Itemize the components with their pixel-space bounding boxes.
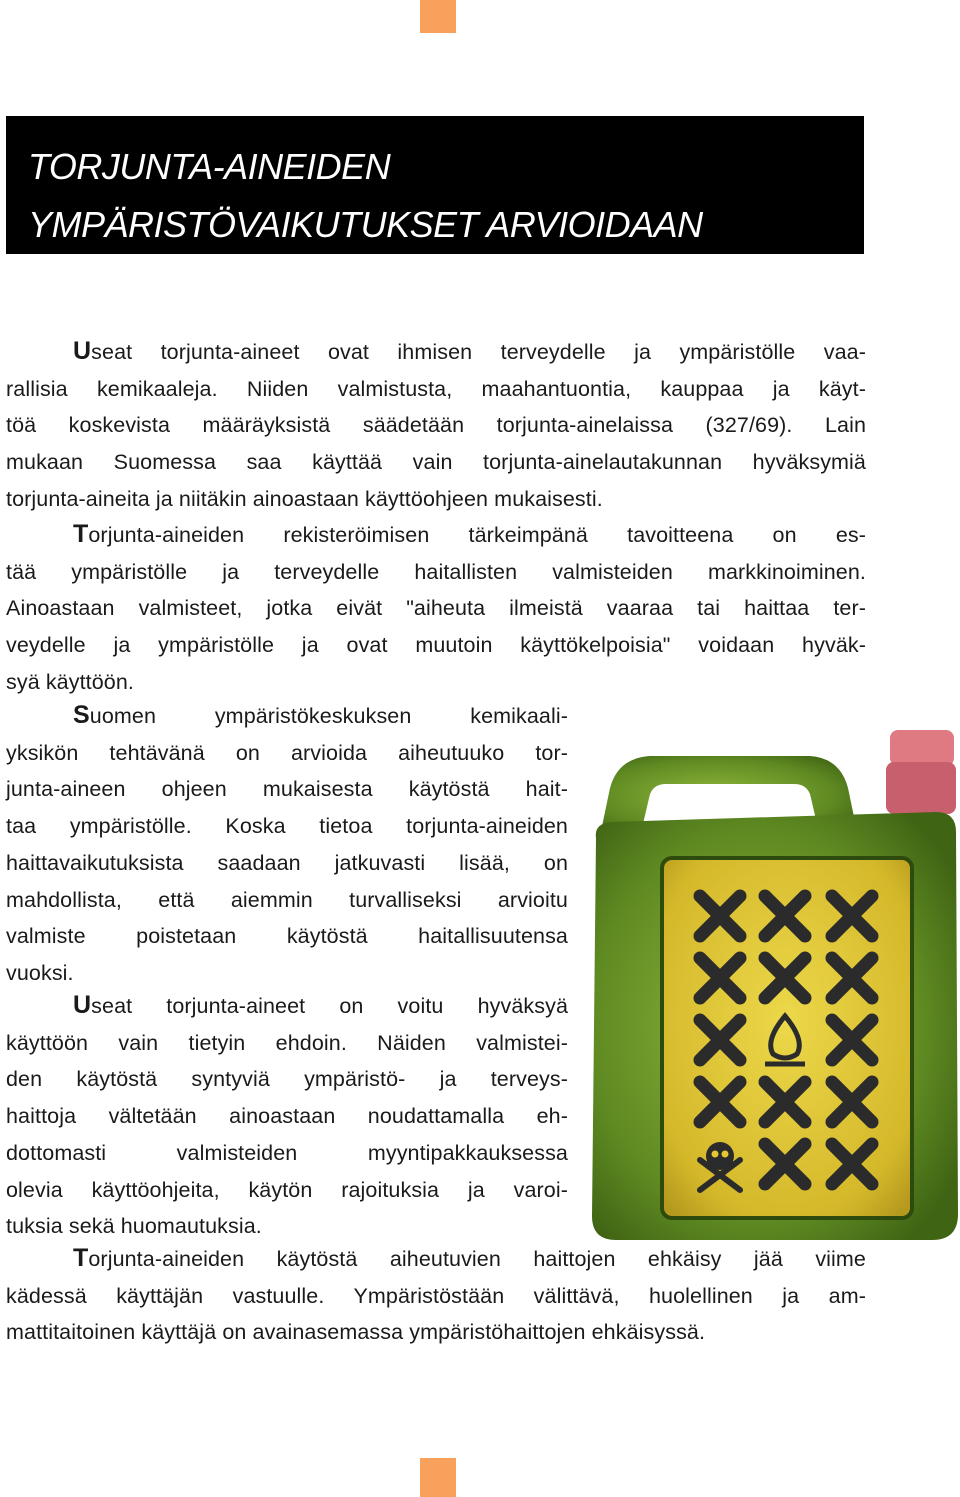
paragraph-line: mahdollista, että aiemmin turvalliseksi arvioitu [6,887,568,912]
paragraph-line: mukaan Suomessa saa käyttää vain torjunta-ainelautakunnan hyväksymiä [6,450,866,475]
paragraph-5 [6,1240,866,1351]
paragraph-line: yksikön tehtävänä on arvioida aiheutuuko tor- [6,740,568,765]
drop-cap: S [73,701,90,729]
drop-cap: U [73,991,92,1019]
paragraph-line: haittoja vältetään ainoastaan noudattamalla eh- [6,1104,568,1129]
page-corner-marker-top [420,0,456,33]
paragraph-line: Ainoastaan valmisteet, jotka eivät "aiheuta ilmeistä vaaraa tai haittaa ter- [6,596,866,621]
paragraph-3 [6,697,568,992]
paragraph-line: kädessä käyttäjän vastuulle. Ympäristöstään välittävä, huolellinen ja am- [6,1283,866,1308]
paragraph-line: dottomasti valmisteiden myyntipakkauksessa [6,1140,568,1165]
drop-cap: U [73,337,92,365]
canister-icon [590,728,960,1244]
paragraph-4 [6,987,568,1245]
paragraph-line: tuksia sekä huomautuksia. [6,1214,262,1239]
title-line-1: TORJUNTA-AINEIDEN [28,146,391,187]
paragraph-line: käyttöön vain tietyin ehdoin. Näiden valmistei- [6,1030,568,1055]
paragraph-line: Useat torjunta-aineet on voitu hyväksyä [73,991,568,1019]
title-banner [6,116,864,254]
paragraph-line: taa ympäristölle. Koska tietoa torjunta-aineiden [6,814,568,839]
cap-top [890,730,954,766]
paragraph-line: vuoksi. [6,960,74,985]
paragraph-line: valmiste poistetaan käytöstä haitallisuutensa [6,924,568,949]
paragraph-1 [6,333,866,518]
paragraph-line: den käytöstä syntyviä ympäristö- ja terveys- [6,1067,568,1092]
paragraph-line: Useat torjunta-aineet ovat ihmisen terveydelle ja ympäristölle vaa- [73,337,866,365]
paragraph-line: Torjunta-aineiden käytöstä aiheutuvien haittojen ehkäisy jää viime [73,1244,866,1272]
cap-base [886,762,956,814]
paragraph-line: töä koskevista määräyksistä säädetään torjunta-ainelaissa (327/69). Lain [6,413,866,438]
paragraph-line: torjunta-aineita ja niitäkin ainoastaan käyttöohjeen mukaisesti. [6,486,603,511]
paragraph-line: Torjunta-aineiden rekisteröimisen tärkeimpänä tavoitteena on es- [73,520,866,548]
paragraph-line: Suomen ympäristökeskuksen kemikaali- [73,701,568,729]
page-corner-marker-bottom [420,1458,456,1497]
paragraph-line: rallisia kemikaaleja. Niiden valmistusta, maahantuontia, kauppaa ja käyt- [6,376,866,401]
paragraph-line: haittavaikutuksista saadaan jatkuvasti lisää, on [6,850,568,875]
paragraph-line: veydelle ja ympäristölle ja ovat muutoin käyttökelpoisia" voidaan hyväk- [6,633,866,658]
paragraph-line: tää ympäristölle ja terveydelle haitallisten valmisteiden markkinoiminen. [6,559,866,584]
title-line-2: YMPÄRISTÖVAIKUTUKSET ARVIOIDAAN [28,204,703,245]
paragraph-line: olevia käyttöohjeita, käytön rajoituksia ja varoi- [6,1177,568,1202]
paragraph-line: syä käyttöön. [6,669,134,694]
drop-cap: T [73,520,89,548]
paragraph-2 [6,516,866,701]
paragraph-line: mattitaitoinen käyttäjä on avainasemassa ympäristöhaittojen ehkäisyssä. [6,1320,706,1345]
paragraph-line: junta-aineen ohjeen mukaisesta käytöstä hait- [6,777,568,802]
drop-cap: T [73,1244,89,1272]
